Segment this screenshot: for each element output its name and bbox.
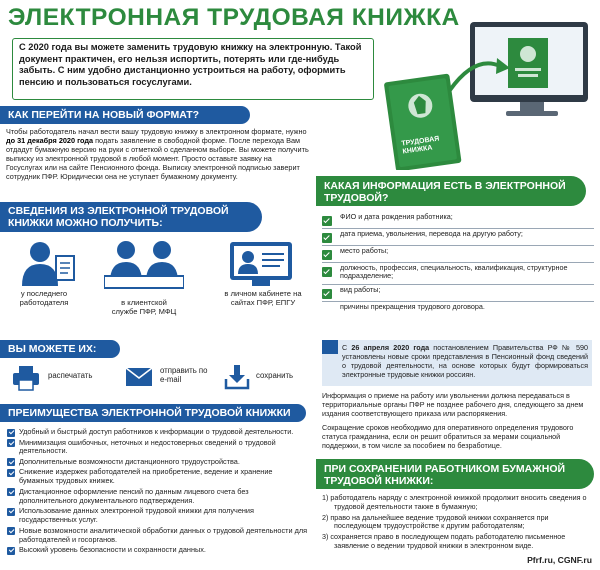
source-label-employer: у последнего работодателя: [19, 289, 69, 307]
checkmark-icon: [7, 439, 15, 447]
info-heading: КАКАЯ ИНФОРМАЦИЯ ЕСТЬ В ЭЛЕКТРОННОЙ ТРУДОВОЙ?: [316, 176, 586, 206]
info-row: место работы;: [322, 246, 594, 263]
source-footer: Pfrf.ru, CGNF.ru: [527, 555, 592, 565]
checkmark-icon: [7, 458, 15, 466]
intro-text: С 2020 года вы можете заменить трудовую книжку на электронную. Такой документ практичен, его нельзя испортить, потерять или где-нибудь забыть. С ним удобно дистанционно устроиться на работу, оформить пенсию и пользоваться госуслугами.: [19, 42, 362, 87]
checkmark-icon: [7, 488, 15, 496]
action-label-email: отправить по e-mail: [160, 366, 208, 384]
list-item: Снижение издержек работодателей на приобретение, ведение и хранение бумажных трудовых книжек.: [6, 468, 308, 486]
checkmark-icon: [322, 289, 332, 299]
list-item: Дистанционное оформление пенсий по данным лицевого счета без дополнительного документального подтверждения.: [6, 488, 308, 506]
page-title: ЭЛЕКТРОННАЯ ТРУДОВАЯ КНИЖКА: [8, 4, 460, 31]
checkmark-icon: [322, 267, 332, 277]
deadline-reason-text: Сокращение сроков необходимо для оперативного определения трудового статуса гражданина, если он решит обратиться за мерами социальной поддержки, в том числе за пособием по безработице.: [322, 423, 574, 450]
decree-text: С 26 апреля 2020 года постановлением Правительства РФ № 590 установлены новые сроки представления в Пенсионный фонд сведений о трудовой деятельности, на основе которых будут формироваться электронные трудовые книжки россиян.: [342, 343, 589, 379]
info-row: должность, профессия, специальность, квалификация, структурное подразделение;: [322, 263, 594, 285]
list-item: 3) сохраняется право в последующем подать работодателю письменное заявление о ведении трудовой книжки в электронном виде.: [322, 532, 566, 550]
envelope-icon: [125, 367, 153, 387]
actions-row: [10, 363, 298, 393]
info-row: причины прекращения трудового договора.: [340, 302, 485, 311]
saving-heading: ПРИ СОХРАНЕНИИ РАБОТНИКОМ БУМАЖНОЙ ТРУДОВОЙ КНИЖКИ:: [316, 459, 594, 489]
action-label-save: сохранить: [256, 371, 294, 380]
checkmark-icon: [322, 250, 332, 260]
marker-icon: [322, 340, 338, 354]
source-label-client-service: в клиентской службе ПФР, МФЦ: [111, 298, 177, 316]
checkmark-icon: [7, 508, 15, 516]
web-cabinet-icon: [228, 240, 294, 288]
info-row: ФИО и дата рождения работника;: [322, 212, 594, 229]
intro-box: [12, 38, 374, 100]
list-item: 1) работодатель наряду с электронной книжкой продолжит вносить сведения о трудовой деятельности также в бумажную;: [322, 493, 587, 511]
checkmark-icon: [7, 547, 15, 555]
info-row: дата приема, увольнения, перевода на другую работу;: [322, 229, 594, 246]
client-service-icon: [104, 238, 184, 292]
monitor-icon: [470, 22, 588, 116]
info-deadline-text: Информация о приеме на работу или увольнении должна передаваться в территориальные органы ПФР не позднее рабочего дня, следующего за днем издания соответствующего приказа или распоряжения.: [322, 391, 584, 418]
info-row: вид работы;: [322, 285, 594, 302]
hero-illustration: [380, 20, 592, 170]
book-label: ТРУДОВАЯ КНИЖКА: [401, 135, 440, 156]
checkmark-icon: [7, 527, 15, 535]
list-item: 2) право на дальнейшее ведение трудовой книжки сохраняется при последующем трудоустройстве к другим работодателям;: [322, 512, 549, 531]
list-item: Использование данных электронной трудовой книжки для получения государственных услуг.: [6, 507, 308, 525]
how-heading: КАК ПЕРЕЙТИ НА НОВЫЙ ФОРМАТ?: [0, 106, 250, 124]
employer-icon: [18, 240, 78, 288]
checkmark-icon: [7, 429, 15, 437]
sources-heading: СВЕДЕНИЯ ИЗ ЭЛЕКТРОННОЙ ТРУДОВОЙ КНИЖКИ МОЖНО ПОЛУЧИТЬ:: [0, 202, 262, 232]
how-text: Чтобы работодатель начал вести вашу трудовую книжку в электронном формате, нужно до 31 декабря 2020 года подать заявление в свободной форме. После перехода Вам отдадут бумажную версию на руки с отметкой о сделанном выборе. Вы можете получить выписку из электронной трудовой в любой момент. Просто оставьте заявку на Госуслугах или на сайте Пенсионного фонда. Выписку электронной подписью заверит сотрудник ПФР. Юридически она не уступает бумажному документу.: [6, 127, 309, 182]
list-item: Высокий уровень безопасности и сохранности данных.: [6, 546, 308, 555]
download-icon: [224, 364, 250, 390]
printer-icon: [12, 365, 40, 391]
advantages-heading: ПРЕИМУЩЕСТВА ЭЛЕКТРОННОЙ ТРУДОВОЙ КНИЖКИ: [0, 404, 306, 422]
list-item: Удобный и быстрый доступ работников к информации о трудовой деятельности.: [6, 428, 308, 437]
work-book-icon: [384, 73, 462, 170]
saving-list: [322, 494, 594, 553]
checkmark-icon: [322, 233, 332, 243]
action-label-print: распечатать: [48, 371, 93, 380]
actions-heading: ВЫ МОЖЕТЕ ИХ:: [0, 340, 120, 358]
list-item: Дополнительные возможности дистанционного трудоустройства.: [6, 458, 308, 467]
list-item: Минимизация ошибочных, неточных и недостоверных сведений о трудовой деятельности.: [6, 439, 308, 457]
checkmark-icon: [7, 469, 15, 477]
info-list: [322, 212, 594, 319]
source-label-web-cabinet: в личном кабинете на сайтах ПФР, ЕПГУ: [224, 289, 302, 307]
advantages-list: [6, 428, 308, 557]
checkmark-icon: [322, 216, 332, 226]
list-item: Новые возможности аналитической обработки данных о трудовой деятельности для работодателей и госорганов.: [6, 527, 308, 545]
decree-box: [322, 340, 592, 386]
